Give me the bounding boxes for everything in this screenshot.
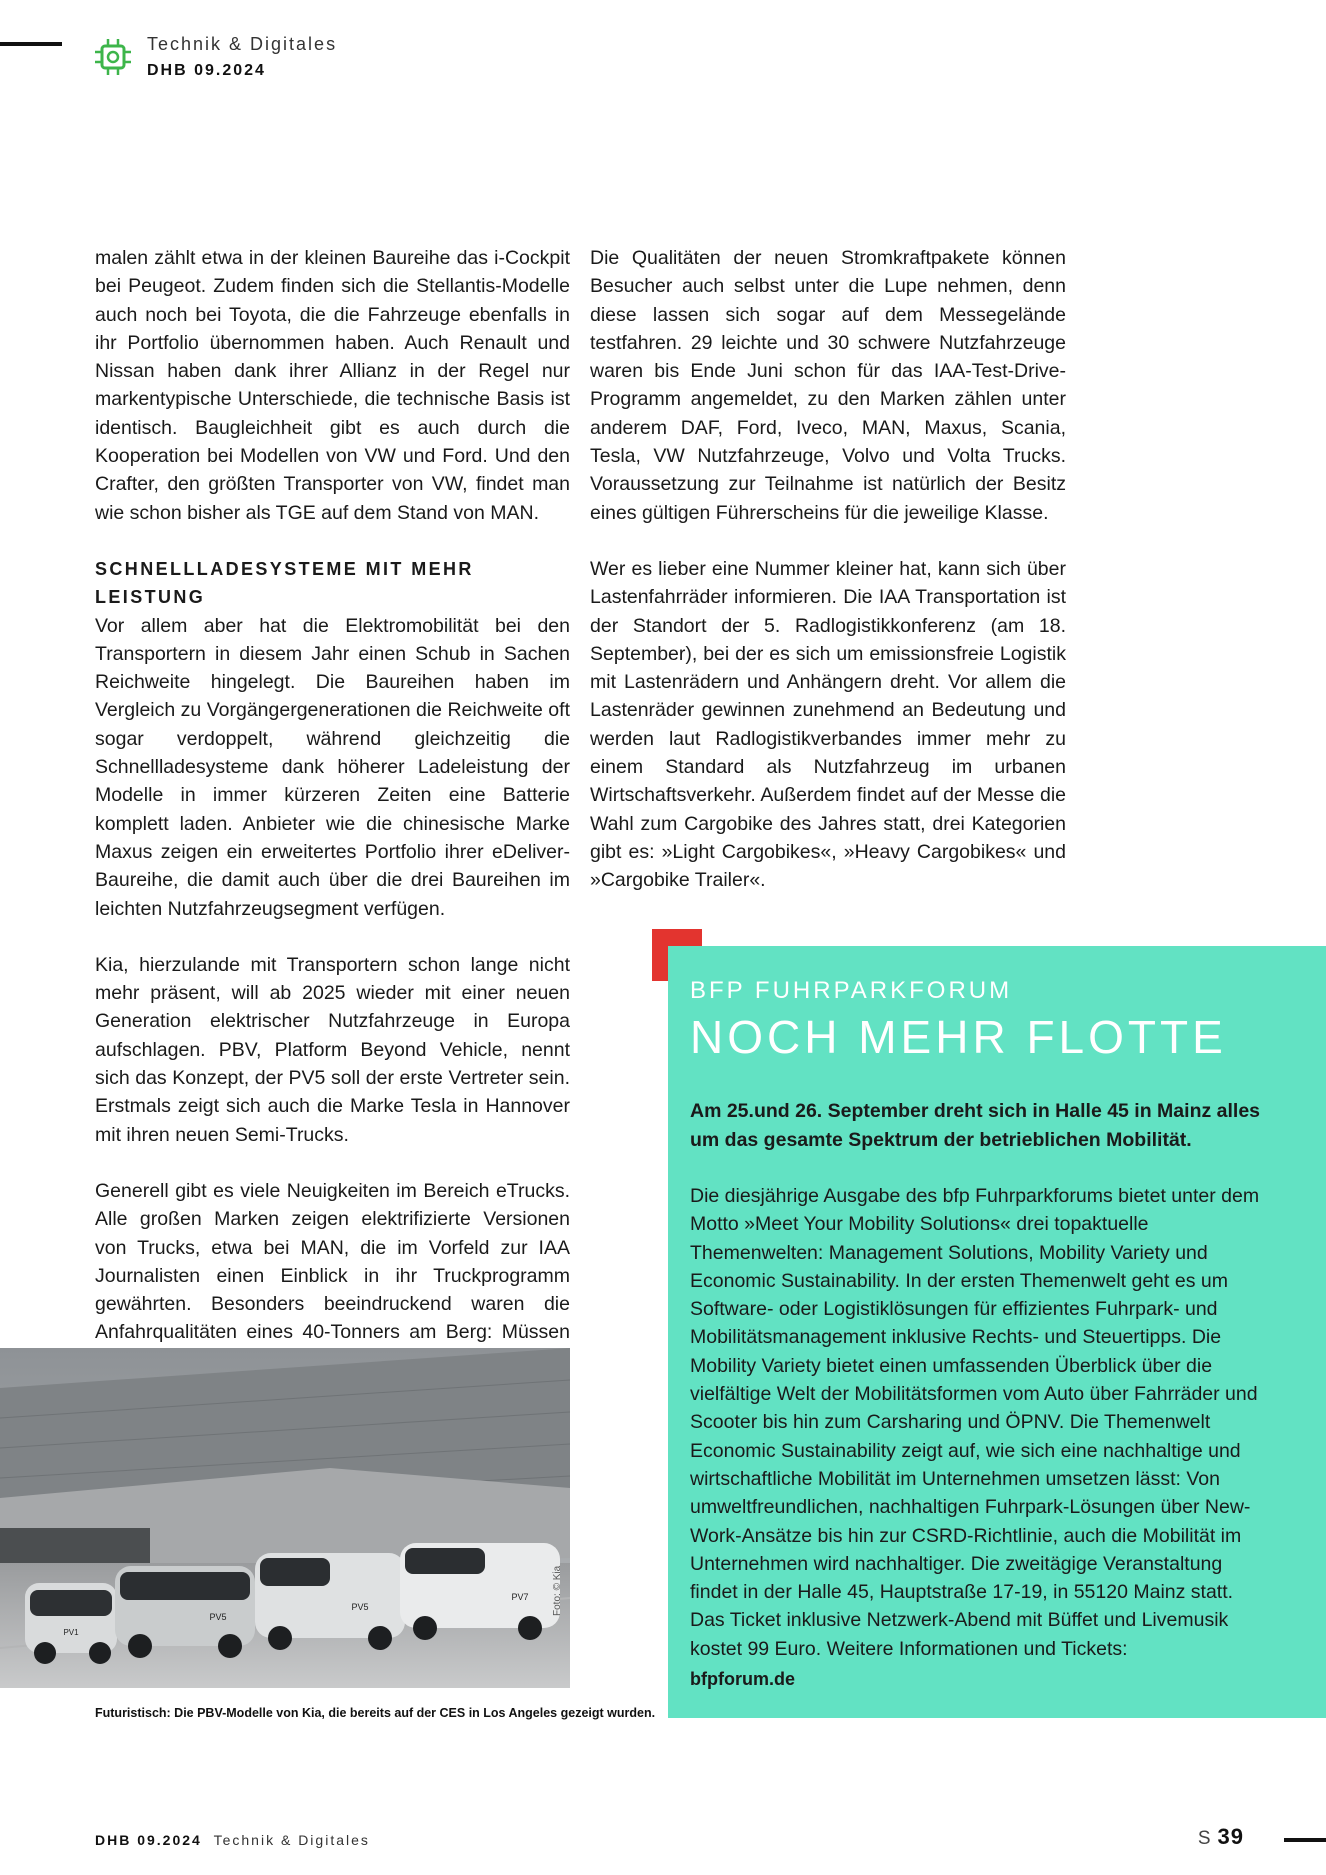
van-pv5-passenger: [115, 1566, 255, 1658]
chip-icon: [94, 38, 132, 76]
paragraph: Kia, hierzulande mit Transportern schon lange nicht mehr präsent, will ab 2025 wieder mit einer neuen Generation elektrischer Nutzfahrzeuge in Europa aufschlagen. PBV, Platform Beyond Vehicle, nennt sich das Konzept, der PV5 soll der erste Vertreter sein. Erstmals zeigt sich auch die Marke Tesla in Hannover mit ihren neuen Semi-Trucks.: [95, 953, 570, 1146]
section-label: Technik & Digitales: [147, 34, 338, 54]
kia-pbv-photo: [0, 1348, 570, 1688]
paragraph: Die Qualitäten der neuen Stromkraftpakete können Besucher auch selbst unter die Lupe nehmen, denn diese lassen sich sogar auf dem Messegelände testfahren. 29 leichte und 30 schwere Nutzfahrzeuge waren bis Ende Juni schon für das IAA-Test-Drive-Programm angemeldet, zu den Marken zählen unter anderem DAF, Ford, Iveco, MAN, Maxus, Scania, Tesla, VW Nutzfahrzeuge, Volvo und Volta Trucks. Voraussetzung zur Teilnahme ist natürlich der Besitz eines gültigen Führerscheins für die jeweilige Klasse.: [590, 247, 1066, 524]
paragraph: Generell gibt es viele Neuigkeiten im Bereich eTrucks. Alle großen Marken zeigen elektrifizierte Versionen von Trucks, etwa bei MAN, die im Vorfeld zur IAA Journalisten einen Einblick in ihr Truckprogramm gewährten. Besonders beeindruckend waren die Anfahrqualitäten eines 40-Tonners am Berg: Müssen: [95, 1179, 570, 1344]
footer-info: [95, 1832, 370, 1848]
infobox-kicker: BFP FUHRPARKFORUM: [690, 977, 1013, 1004]
header-rule: [0, 42, 62, 46]
photo-caption: Futuristisch: Die PBV-Modelle von Kia, die bereits auf der CES in Los Angeles gezeigt wurden.: [95, 1706, 656, 1720]
paragraph: malen zählt etwa in der kleinen Baureihe das i-Cockpit bei Peugeot. Zudem finden sich die Stellantis-Modelle auch noch bei Toyota, die die Fahrzeuge ebenfalls in ihr Portfolio übernommen haben. Auch Renault und Nissan haben dank ihrer Allianz in der Regel nur markentypische Unterschiede, die technische Basis ist identisch. Baugleichheit gibt es auch durch die Kooperation bei Modellen von VW und Ford. Und den Crafter, den größten Transporter von VW, findet man wie schon bisher als TGE auf dem Stand von MAN.: [95, 247, 570, 524]
footer-section: Technik & Digitales: [213, 1832, 370, 1848]
page-number: [1198, 1824, 1244, 1850]
paragraph: Vor allem aber hat die Elektromobilität bei den Transportern in diesem Jahr einen Schub in Sachen Reichweite hingelegt. Die Baureihen haben im Vergleich zu Vorgängergenerationen die Reichweite oft sogar verdoppelt, während gleichzeitig die Schnellladesysteme dank höherer Ladeleistung der Modelle in immer kürzeren Zeiten eine Batterie komplett laden. Anbieter wie die chinesische Marke Maxus zeigen ein erweitertes Portfolio ihrer eDeliver-Baureihe, die damit auch über die drei Baureihen im leichten Nutzfahrzeugsegment verfügen.: [95, 614, 570, 920]
van-badge: PV1: [63, 1628, 79, 1637]
infobox-body: Die diesjährige Ausgabe des bfp Fuhrparkforums bietet unter dem Motto »Meet Your Mobility Solutions« drei topaktuelle Themenwelten: Management Solutions, Mobility Variety und Economic Sustainability. In der ersten Themenwelt geht es um Software- oder Logistiklösungen für effizientes Fuhrpark- und Mobilitätsmanagement inklusive Rechts- und Steuertipps. Die Mobility Variety bietet einen umfassenden Überblick über die vielfältige Welt der Mobilitätsformen vom Auto über Fahrräder und Scooter bis hin zum Carsharing und ÖPNV. Die Themenwelt Economic Sustainability zeigt auf, wie sich eine nachhaltige und wirtschaftliche Mobilität im Unternehmen umsetzen lässt: Von umweltfreundlichen, nachhaltigen Fuhrpark-Lösungen über New-Work-Ansätze bis hin zur CSRD-Richtlinie, auch die Mobilität im Unternehmen wird nachhaltiger. Die zweitägige Veranstaltung findet in der Halle 45, Hauptstraße 17-19, in 55120 Mainz statt. Das Ticket inklusive Netzwerk-Abend mit Büffet und Livemusik kostet 99 Euro. Weitere Informationen und Tickets:: [690, 1185, 1260, 1660]
van-badge: PV7: [511, 1592, 529, 1602]
issue-label: DHB 09.2024: [147, 62, 266, 79]
infobox-link[interactable]: bfpforum.de: [690, 1669, 795, 1689]
van-pv1: [25, 1583, 117, 1664]
van-pv5-cargo: [255, 1553, 405, 1650]
left-column: [95, 244, 570, 1460]
infobox-lead: Am 25.und 26. September dreht sich in Halle 45 in Mainz alles um das gesamte Spektrum der betrieblichen Mobilität.: [690, 1100, 1261, 1151]
paragraph: Wer es lieber eine Nummer kleiner hat, kann sich über Lastenfahrräder informieren. Die IAA Transportation ist der Standort der 5. Radlogistikkonferenz (am 18. September), bei der es sich um emissionsfreie Logistik mit Lastenrädern und Anhängern dreht. Vor allem die Lastenräder gewinnen zunehmend an Bedeutung und werden laut Radlogistikverbandes immer mehr zu einem Standard als Nutzfahrzeug im urbanen Wirtschaftsverkehr. Außerdem findet auf der Messe die Wahl zum Cargobike des Jahres statt, drei Kategorien gibt es: »Light Cargobikes«, »Heavy Cargobikes« und »Cargobike Trailer«.: [590, 557, 1066, 892]
van-badge: PV5: [209, 1612, 227, 1622]
footer-rule: [1284, 1838, 1326, 1842]
subheading: SCHNELLLADESYSTEME MIT MEHR LEISTUNG: [95, 558, 474, 608]
infobox-title: NOCH MEHR FLOTTE: [690, 1011, 1227, 1063]
van-badge: PV5: [351, 1602, 369, 1612]
footer-issue: DHB 09.2024: [95, 1832, 202, 1848]
right-column: [590, 244, 1066, 895]
van-pv7: [400, 1543, 560, 1640]
page-number-value: 39: [1217, 1824, 1244, 1849]
page-prefix: S: [1197, 1828, 1212, 1849]
photo-credit: Foto: © Kia: [552, 1565, 563, 1616]
